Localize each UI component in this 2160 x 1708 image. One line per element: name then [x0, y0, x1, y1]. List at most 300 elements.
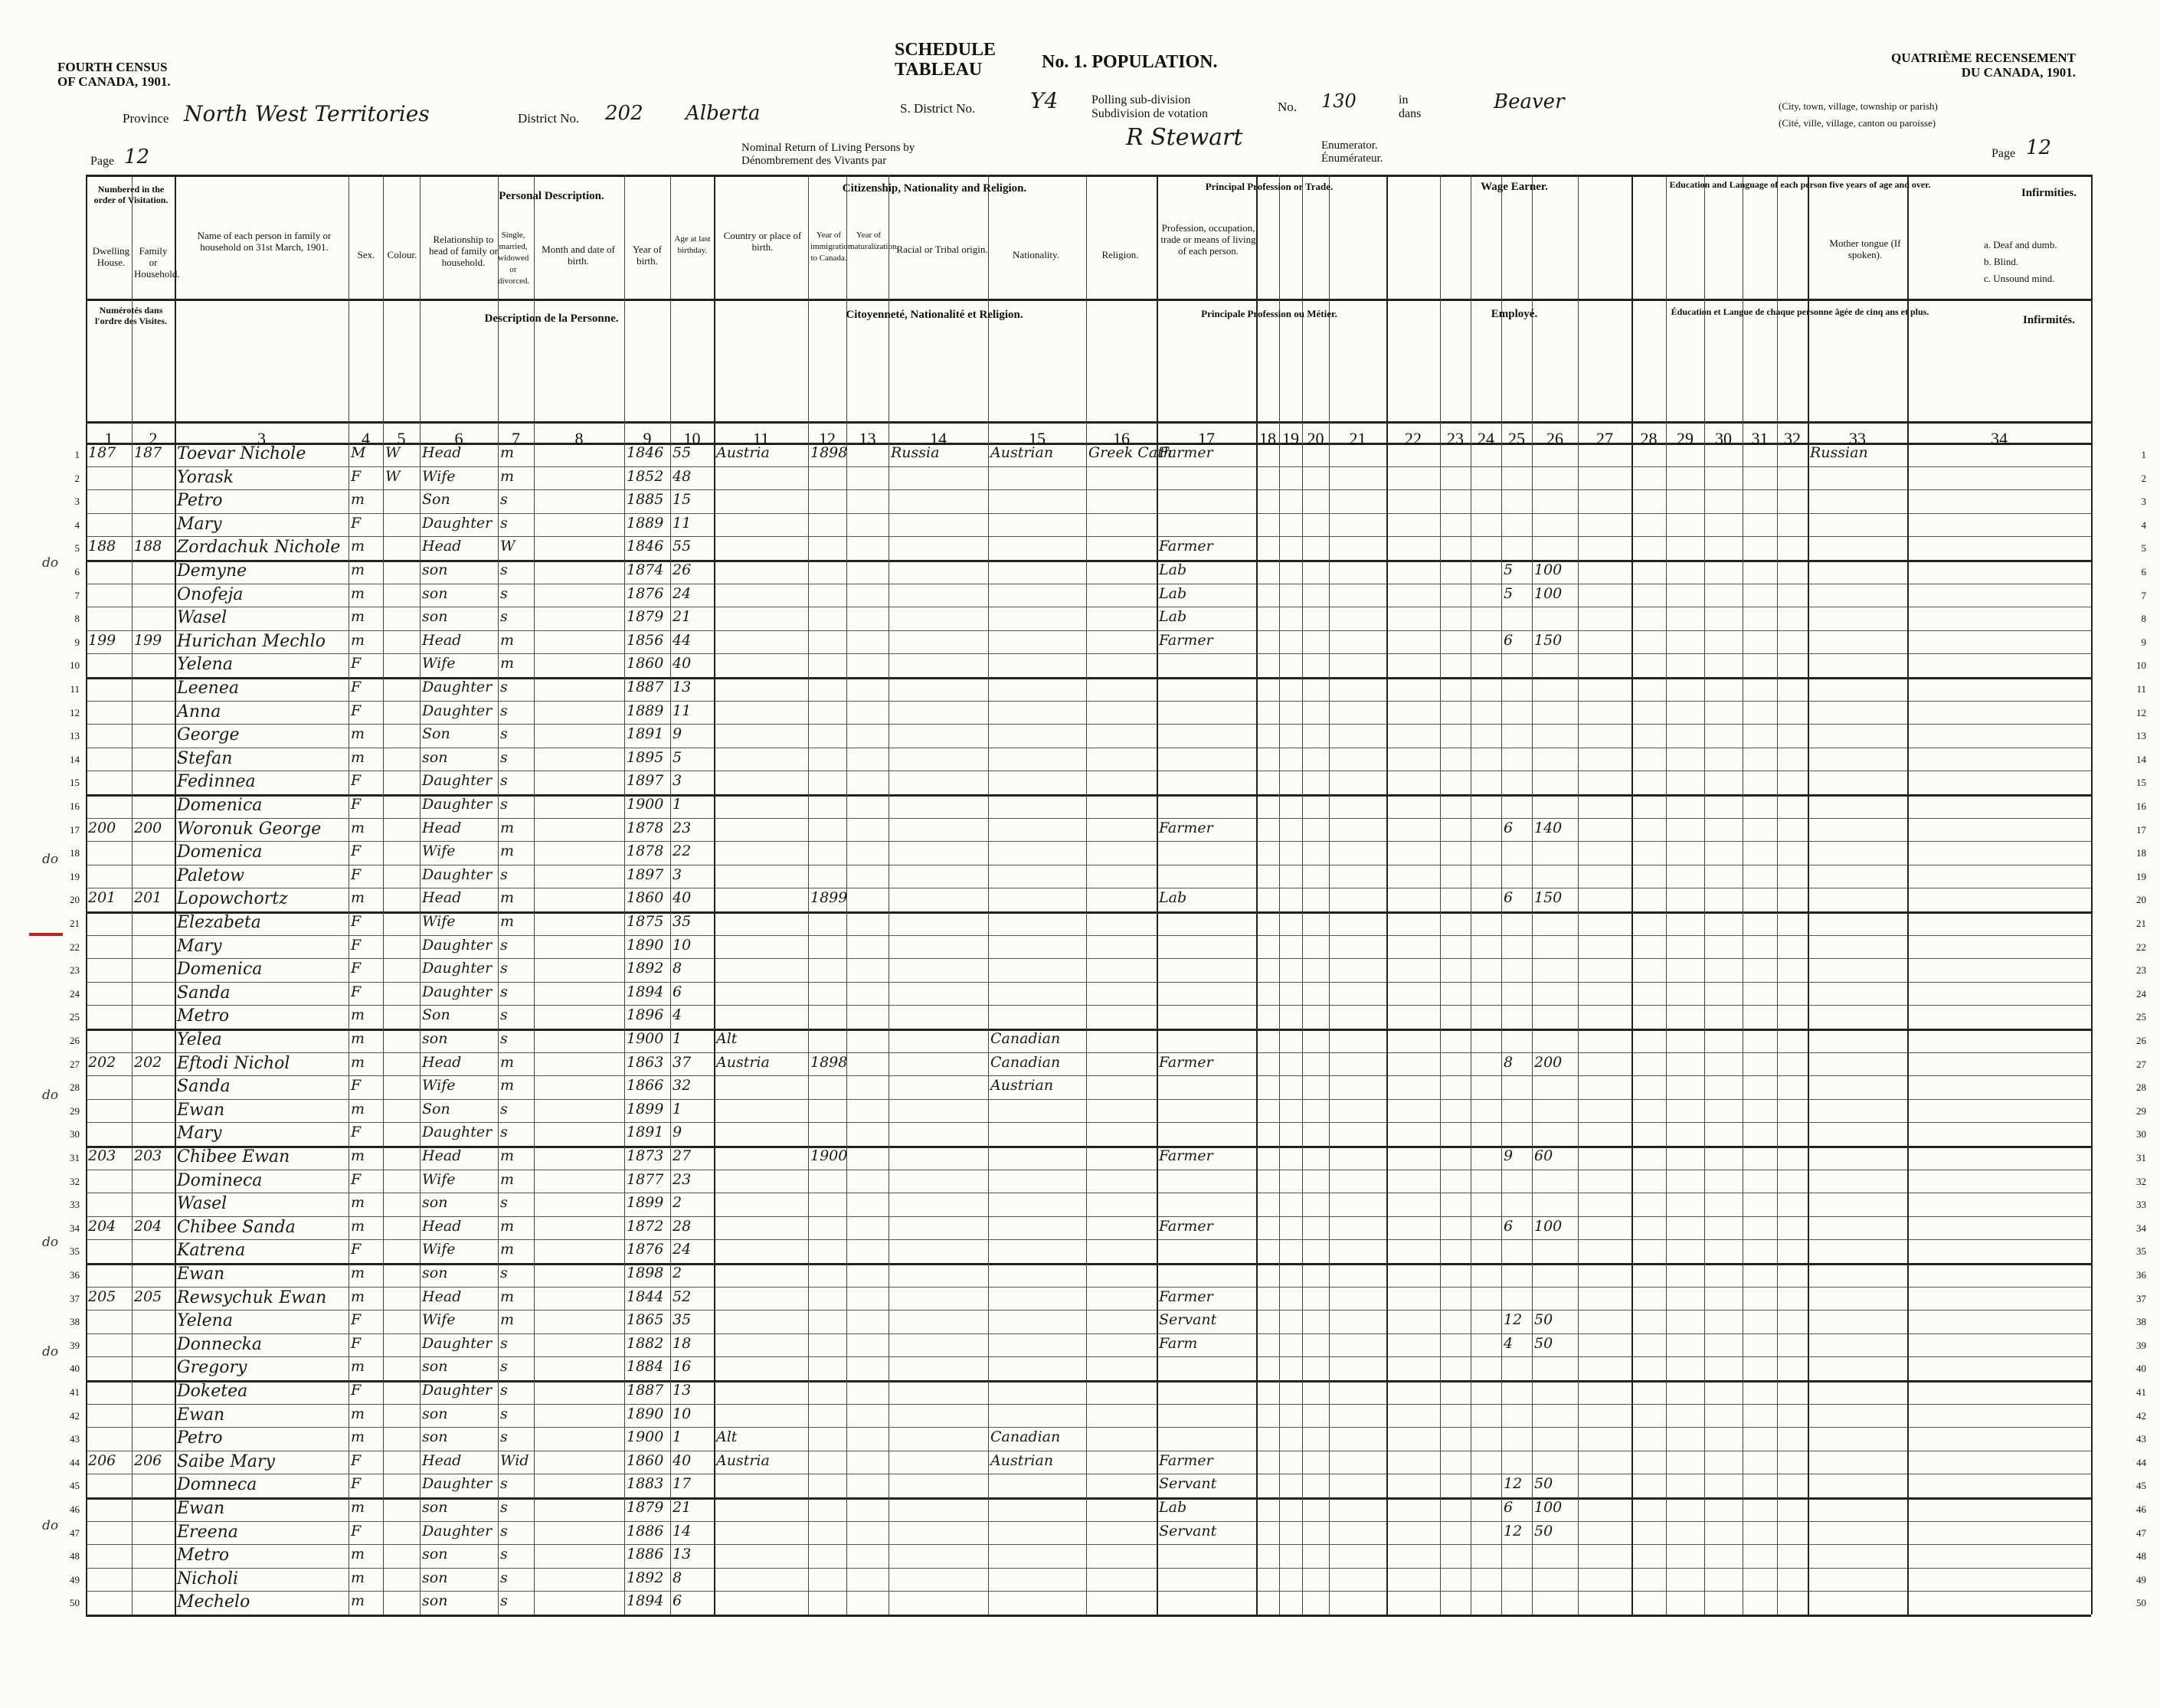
line-number-right: 27: [2136, 1058, 2146, 1070]
cell-person-name: Leenea: [177, 679, 239, 698]
cell-person-name: Sanda: [177, 983, 231, 1003]
province-value: North West Territories: [184, 101, 430, 126]
table-row: [0, 1170, 2160, 1193]
cell-sex: F: [351, 843, 362, 860]
cell-sex: m: [351, 1006, 365, 1024]
page-label-right: Page: [1991, 147, 2016, 160]
table-row: [0, 653, 2160, 677]
cell-sex: F: [351, 1451, 362, 1469]
cell-birth-year: 1879: [627, 1499, 664, 1516]
cell-age: 3: [673, 865, 682, 883]
cell-age: 40: [673, 889, 692, 907]
cell-person-name: Nicholi: [177, 1569, 239, 1589]
cell-birth-year: 1886: [627, 1546, 664, 1563]
cell-relationship: son: [422, 584, 448, 602]
column-number: 14: [930, 429, 947, 448]
column-number: 15: [1029, 429, 1046, 448]
subdistrict-label: S. District No.: [900, 101, 976, 116]
cell-sex: m: [351, 1030, 365, 1047]
table-row: [0, 513, 2160, 537]
cell-marital-status: s: [500, 772, 508, 790]
cell-relationship: son: [422, 608, 448, 626]
cell-birth-year: 1863: [627, 1053, 664, 1071]
cell-relationship: Daughter: [422, 514, 493, 532]
section-wage-fr: Employé.: [1491, 308, 1538, 320]
line-number-right: 36: [2136, 1269, 2146, 1281]
cell-birth-year: 1900: [627, 1428, 664, 1446]
cell-person-name: Chibee Sanda: [177, 1217, 296, 1237]
cell-sex: M: [351, 444, 366, 461]
cell-sex: m: [351, 631, 365, 649]
line-number-left: 48: [70, 1550, 80, 1562]
province-label: Province: [123, 111, 169, 126]
cell-sex: m: [351, 1592, 365, 1610]
cell-relationship: son: [422, 1499, 448, 1516]
table-row: [0, 701, 2160, 725]
cell-dwelling-number: 206: [88, 1451, 116, 1469]
cell-marital-status: m: [500, 467, 515, 485]
cell-birth-year: 1860: [627, 889, 664, 907]
cell-relationship: Daughter: [422, 1475, 493, 1493]
cell-sex: F: [351, 983, 362, 1000]
cell-person-name: Petro: [177, 1428, 223, 1448]
cell-occupation: Servant: [1159, 1522, 1217, 1539]
cell-person-name: Ewan: [177, 1405, 225, 1425]
hdr-relationship: Relationship to head of family or household.: [429, 234, 498, 268]
cell-earnings: 50: [1534, 1334, 1553, 1352]
cell-person-name: Demyne: [177, 561, 247, 581]
cell-sex: F: [351, 1382, 362, 1399]
table-row: [0, 443, 2160, 466]
line-number-right: 50: [2136, 1597, 2146, 1609]
cell-age: 35: [673, 1311, 692, 1329]
subdistrict-value: Y4: [1030, 88, 1059, 113]
cell-sex: m: [351, 819, 365, 836]
line-number-right: 12: [2136, 706, 2146, 718]
cell-marital-status: s: [500, 514, 508, 532]
line-number-right: 18: [2136, 847, 2146, 859]
cell-dwelling-number: 205: [88, 1288, 116, 1305]
cell-relationship: Daughter: [422, 936, 493, 954]
cell-mother-tongue: Russian: [1810, 444, 1868, 461]
cell-marital-status: s: [500, 1382, 508, 1399]
table-row: [0, 1497, 2160, 1521]
cell-relationship: Son: [422, 1006, 450, 1024]
line-number-left: 30: [70, 1128, 80, 1140]
cell-person-name: Ewan: [177, 1499, 225, 1518]
section-personal: Personal Description.: [499, 190, 604, 202]
hdr-colour: Colour.: [387, 249, 417, 260]
cell-family-number: 205: [134, 1288, 162, 1305]
table-row: [0, 1568, 2160, 1592]
hdr-infirm-a: a. Deaf and dumb.: [1984, 239, 2057, 250]
line-number-right: 11: [2136, 683, 2146, 695]
line-number-left: 36: [70, 1269, 80, 1281]
cell-earnings: 140: [1534, 819, 1563, 836]
cell-months-employed: 9: [1504, 1147, 1514, 1164]
line-number-right: 38: [2136, 1316, 2146, 1328]
cell-religion: Greek Cath: [1088, 444, 1173, 461]
page-value-left: 12: [124, 146, 150, 169]
cell-colour: W: [385, 444, 401, 461]
cell-family-number: 201: [134, 889, 162, 907]
table-row: [0, 1427, 2160, 1451]
column-number: 29: [1677, 429, 1694, 448]
cell-family-number: 199: [134, 631, 162, 649]
column-number: 23: [1447, 429, 1464, 448]
line-number-left: 16: [70, 800, 80, 812]
table-row: [0, 1544, 2160, 1568]
cell-sex: F: [351, 1170, 362, 1188]
cell-age: 1: [673, 1100, 682, 1117]
column-number: 12: [819, 429, 836, 448]
cell-birth-year: 1887: [627, 1382, 664, 1399]
column-number: 19: [1282, 429, 1299, 448]
cell-person-name: Mary: [177, 936, 222, 956]
cell-sex: m: [351, 1499, 365, 1516]
line-number-left: 6: [74, 566, 80, 578]
line-number-right: 2: [2141, 472, 2146, 484]
line-number-right: 30: [2136, 1128, 2146, 1140]
line-number-left: 34: [70, 1222, 80, 1234]
table-row: [0, 677, 2160, 701]
line-number-left: 42: [70, 1409, 80, 1422]
cell-person-name: Katrena: [177, 1241, 246, 1261]
column-number: 24: [1478, 429, 1494, 448]
cell-birth-year: 1875: [627, 913, 664, 930]
cell-age: 18: [673, 1334, 692, 1352]
line-number-left: 11: [70, 683, 80, 695]
cell-person-name: Anna: [177, 702, 221, 721]
line-number-left: 21: [70, 918, 80, 929]
line-number-right: 14: [2136, 753, 2146, 765]
hdr-birthdate: Month and date of birth.: [542, 244, 615, 267]
cell-occupation: Lab: [1159, 561, 1187, 578]
cell-relationship: Head: [422, 1053, 462, 1071]
table-row: [0, 1380, 2160, 1404]
cell-immigration-year: 1900: [810, 1147, 848, 1164]
margin-note: do: [42, 852, 59, 867]
cell-birth-year: 1876: [627, 1241, 664, 1258]
cell-birthplace: Alt: [716, 1030, 738, 1047]
tableau-label: TABLEAU: [895, 60, 983, 80]
line-number-left: 15: [70, 777, 80, 789]
city-label-en: (City, town, village, township or parish): [1779, 100, 1938, 112]
cell-birth-year: 1856: [627, 631, 664, 649]
line-number-left: 41: [70, 1386, 80, 1398]
cell-family-number: 202: [134, 1053, 162, 1071]
section-numbered-fr: Numérotés dans l'ordre des Visites.: [94, 305, 168, 326]
cell-marital-status: m: [500, 1077, 515, 1094]
cell-marital-status: s: [500, 865, 508, 883]
cell-relationship: son: [422, 1030, 448, 1047]
cell-marital-status: m: [500, 444, 515, 461]
cell-marital-status: s: [500, 1100, 508, 1117]
cell-sex: F: [351, 865, 362, 883]
cell-sex: m: [351, 608, 365, 626]
cell-age: 8: [673, 1569, 682, 1586]
cell-occupation: Farmer: [1159, 1451, 1213, 1469]
cell-person-name: Domenica: [177, 843, 263, 862]
cell-age: 6: [673, 1592, 682, 1610]
cell-age: 32: [673, 1077, 692, 1094]
cell-occupation: Farmer: [1159, 1288, 1213, 1305]
cell-dwelling-number: 187: [88, 444, 116, 461]
cell-marital-status: W: [500, 538, 515, 555]
cell-earnings: 150: [1534, 631, 1563, 649]
table-row: [0, 1075, 2160, 1099]
cell-birth-year: 1892: [627, 1569, 664, 1586]
cell-racial-origin: Russia: [891, 444, 940, 461]
cell-marital-status: s: [500, 748, 508, 766]
line-number-right: 10: [2136, 659, 2146, 672]
cell-marital-status: s: [500, 725, 508, 743]
hdr-profession: Profession, occupation, trade or means of living of each person.: [1160, 222, 1256, 257]
in-label: in: [1399, 93, 1409, 106]
line-number-left: 32: [70, 1175, 80, 1187]
cell-birth-year: 1874: [627, 561, 664, 578]
cell-birth-year: 1885: [627, 491, 664, 509]
line-number-left: 31: [70, 1152, 80, 1163]
hdr-year: Year of birth.: [632, 244, 663, 267]
table-row: [0, 536, 2160, 560]
column-number: 30: [1715, 429, 1732, 448]
line-number-left: 33: [70, 1199, 80, 1211]
column-number: 5: [397, 429, 406, 448]
cell-dwelling-number: 204: [88, 1217, 116, 1235]
cell-birth-year: 1890: [627, 936, 664, 954]
cell-person-name: Lopowchortz: [177, 889, 288, 909]
line-number-right: 24: [2136, 987, 2146, 1000]
table-top-border: [86, 175, 2091, 177]
cell-family-number: 203: [134, 1147, 162, 1164]
column-number: 25: [1508, 429, 1525, 448]
cell-age: 37: [673, 1053, 692, 1071]
cell-marital-status: s: [500, 1358, 508, 1376]
cell-dwelling-number: 200: [88, 819, 116, 836]
cell-relationship: son: [422, 1569, 448, 1586]
cell-relationship: Head: [422, 819, 462, 836]
line-number-right: 34: [2136, 1222, 2146, 1234]
table-row: [0, 1052, 2160, 1076]
cell-person-name: George: [177, 725, 240, 745]
cell-marital-status: s: [500, 1124, 508, 1141]
cell-relationship: son: [422, 1405, 448, 1422]
table-row: [0, 1099, 2160, 1123]
cell-person-name: Stefan: [177, 748, 233, 768]
line-number-left: 45: [70, 1480, 80, 1492]
cell-person-name: Elezabeta: [177, 913, 261, 932]
table-row: [0, 818, 2160, 842]
cell-person-name: Hurichan Mechlo: [177, 631, 326, 651]
cell-birth-year: 1844: [627, 1288, 664, 1305]
column-number: 9: [643, 429, 652, 448]
cell-person-name: Eftodi Nichol: [177, 1053, 290, 1073]
cell-occupation: Farmer: [1159, 1147, 1213, 1164]
cell-age: 44: [673, 631, 692, 649]
line-number-left: 40: [70, 1363, 80, 1375]
table-row: [0, 560, 2160, 584]
cell-family-number: 187: [134, 444, 162, 461]
table-row: [0, 1451, 2160, 1474]
cell-birth-year: 1873: [627, 1147, 664, 1164]
cell-dwelling-number: 199: [88, 631, 116, 649]
cell-sex: m: [351, 889, 365, 907]
cell-earnings: 50: [1534, 1522, 1553, 1539]
cell-relationship: Daughter: [422, 1522, 493, 1539]
cell-marital-status: s: [500, 491, 508, 509]
line-number-left: 1: [74, 449, 80, 460]
cell-age: 14: [673, 1522, 692, 1539]
no-value: 130: [1321, 90, 1357, 112]
cell-age: 28: [673, 1217, 692, 1235]
cell-marital-status: m: [500, 1311, 515, 1329]
cell-marital-status: Wid: [500, 1451, 529, 1469]
cell-age: 10: [673, 1405, 692, 1422]
column-number: 13: [859, 429, 876, 448]
hdr-infirm-c: c. Unsound mind.: [1984, 273, 2055, 284]
line-number-left: 50: [70, 1597, 80, 1609]
cell-sex: m: [351, 1217, 365, 1235]
cell-marital-status: m: [500, 1053, 515, 1071]
cell-earnings: 100: [1534, 1499, 1563, 1516]
cell-earnings: 200: [1534, 1053, 1563, 1071]
line-number-right: 49: [2136, 1573, 2146, 1585]
cell-marital-status: s: [500, 1428, 508, 1446]
table-row: [0, 841, 2160, 865]
cell-marital-status: s: [500, 1475, 508, 1493]
cell-birth-year: 1892: [627, 960, 664, 977]
cell-sex: F: [351, 514, 362, 532]
cell-person-name: Gregory: [177, 1358, 247, 1378]
cell-sex: m: [351, 1428, 365, 1446]
line-number-right: 25: [2136, 1011, 2146, 1023]
cell-age: 27: [673, 1147, 692, 1164]
line-number-right: 35: [2136, 1245, 2146, 1258]
line-number-left: 19: [70, 870, 80, 882]
cell-birth-year: 1886: [627, 1522, 664, 1539]
no-label: No.: [1278, 100, 1298, 114]
cell-person-name: Mary: [177, 514, 222, 534]
cell-sex: m: [351, 748, 365, 766]
cell-nationality: Canadian: [990, 1030, 1061, 1047]
column-number: 17: [1198, 429, 1215, 448]
cell-sex: F: [351, 467, 362, 485]
cell-months-employed: 8: [1504, 1053, 1514, 1071]
cell-occupation: Servant: [1159, 1475, 1217, 1493]
cell-marital-status: m: [500, 1241, 515, 1258]
cell-months-employed: 6: [1504, 889, 1514, 907]
line-number-left: 24: [70, 987, 80, 1000]
cell-age: 13: [673, 679, 692, 695]
table-row: [0, 1591, 2160, 1615]
margin-note: do: [42, 1344, 59, 1360]
cell-marital-status: m: [500, 655, 515, 672]
cell-person-name: Mary: [177, 1124, 222, 1144]
line-number-left: 44: [70, 1456, 80, 1468]
cell-occupation: Servant: [1159, 1311, 1217, 1329]
cell-birth-year: 1887: [627, 679, 664, 695]
cell-age: 1: [673, 796, 682, 813]
cell-birth-year: 1897: [627, 865, 664, 883]
cell-marital-status: m: [500, 631, 515, 649]
cell-birth-year: 1884: [627, 1358, 664, 1376]
column-number: 31: [1751, 429, 1769, 448]
cell-marital-status: s: [500, 1522, 508, 1539]
hdr-name: Name of each person in family or household on 31st March, 1901.: [197, 230, 332, 253]
line-number-left: 26: [70, 1035, 80, 1046]
cell-nationality: Canadian: [990, 1053, 1061, 1071]
cell-sex: F: [351, 772, 362, 790]
cell-birth-year: 1878: [627, 843, 664, 860]
cell-person-name: Petro: [177, 491, 223, 511]
table-row: [0, 748, 2160, 771]
cell-relationship: Wife: [422, 1241, 456, 1258]
cell-age: 9: [673, 1124, 682, 1141]
cell-age: 24: [673, 584, 692, 602]
section-infirmities-fr: Infirmités.: [2023, 314, 2075, 326]
line-number-left: 4: [74, 519, 80, 531]
table-row: [0, 1122, 2160, 1146]
cell-relationship: Wife: [422, 913, 456, 930]
cell-age: 2: [673, 1265, 682, 1281]
cell-relationship: Head: [422, 1217, 462, 1235]
cell-person-name: Wasel: [177, 1194, 227, 1214]
cell-months-employed: 4: [1504, 1334, 1514, 1352]
cell-occupation: Farmer: [1159, 444, 1213, 461]
cell-occupation: Lab: [1159, 608, 1187, 626]
line-number-right: 1: [2141, 449, 2146, 460]
cell-sex: F: [351, 1241, 362, 1258]
cell-relationship: Daughter: [422, 796, 493, 813]
district-name: Alberta: [686, 102, 761, 125]
cell-person-name: Fedinnea: [177, 772, 256, 792]
line-number-right: 29: [2136, 1104, 2146, 1117]
line-number-right: 22: [2136, 941, 2146, 953]
table-row: [0, 1005, 2160, 1029]
cell-age: 24: [673, 1241, 692, 1258]
table-row: [0, 1287, 2160, 1310]
cell-dwelling-number: 202: [88, 1053, 116, 1071]
hdr-infirm-b: b. Blind.: [1984, 256, 2019, 267]
cell-relationship: Son: [422, 491, 450, 509]
cell-birth-year: 1846: [627, 538, 664, 555]
cell-birth-year: 1900: [627, 796, 664, 813]
hdr-family: Family or Household.: [134, 245, 180, 280]
cell-birth-year: 1860: [627, 1451, 664, 1469]
margin-note: do: [42, 1088, 59, 1103]
column-number: 21: [1349, 429, 1366, 448]
line-number-right: 17: [2136, 823, 2146, 836]
line-number-left: 39: [70, 1339, 80, 1351]
cell-age: 10: [673, 936, 692, 954]
cell-colour: W: [385, 467, 401, 485]
cell-birth-year: 1898: [627, 1265, 664, 1281]
cell-person-name: Domenica: [177, 960, 263, 980]
hdr-mother-tongue: Mother tongue (If spoken).: [1829, 237, 1901, 260]
column-number: 32: [1784, 429, 1801, 448]
cell-age: 21: [673, 608, 692, 626]
line-number-left: 8: [74, 613, 80, 625]
section-numbered: Numbered in the order of Visitation.: [93, 184, 169, 205]
column-number: 34: [1991, 429, 2008, 448]
column-number: 16: [1113, 429, 1130, 448]
table-row: [0, 724, 2160, 748]
cell-marital-status: s: [500, 1592, 508, 1610]
cell-relationship: son: [422, 1546, 448, 1563]
table-row: [0, 489, 2160, 513]
line-number-right: 5: [2141, 542, 2146, 555]
